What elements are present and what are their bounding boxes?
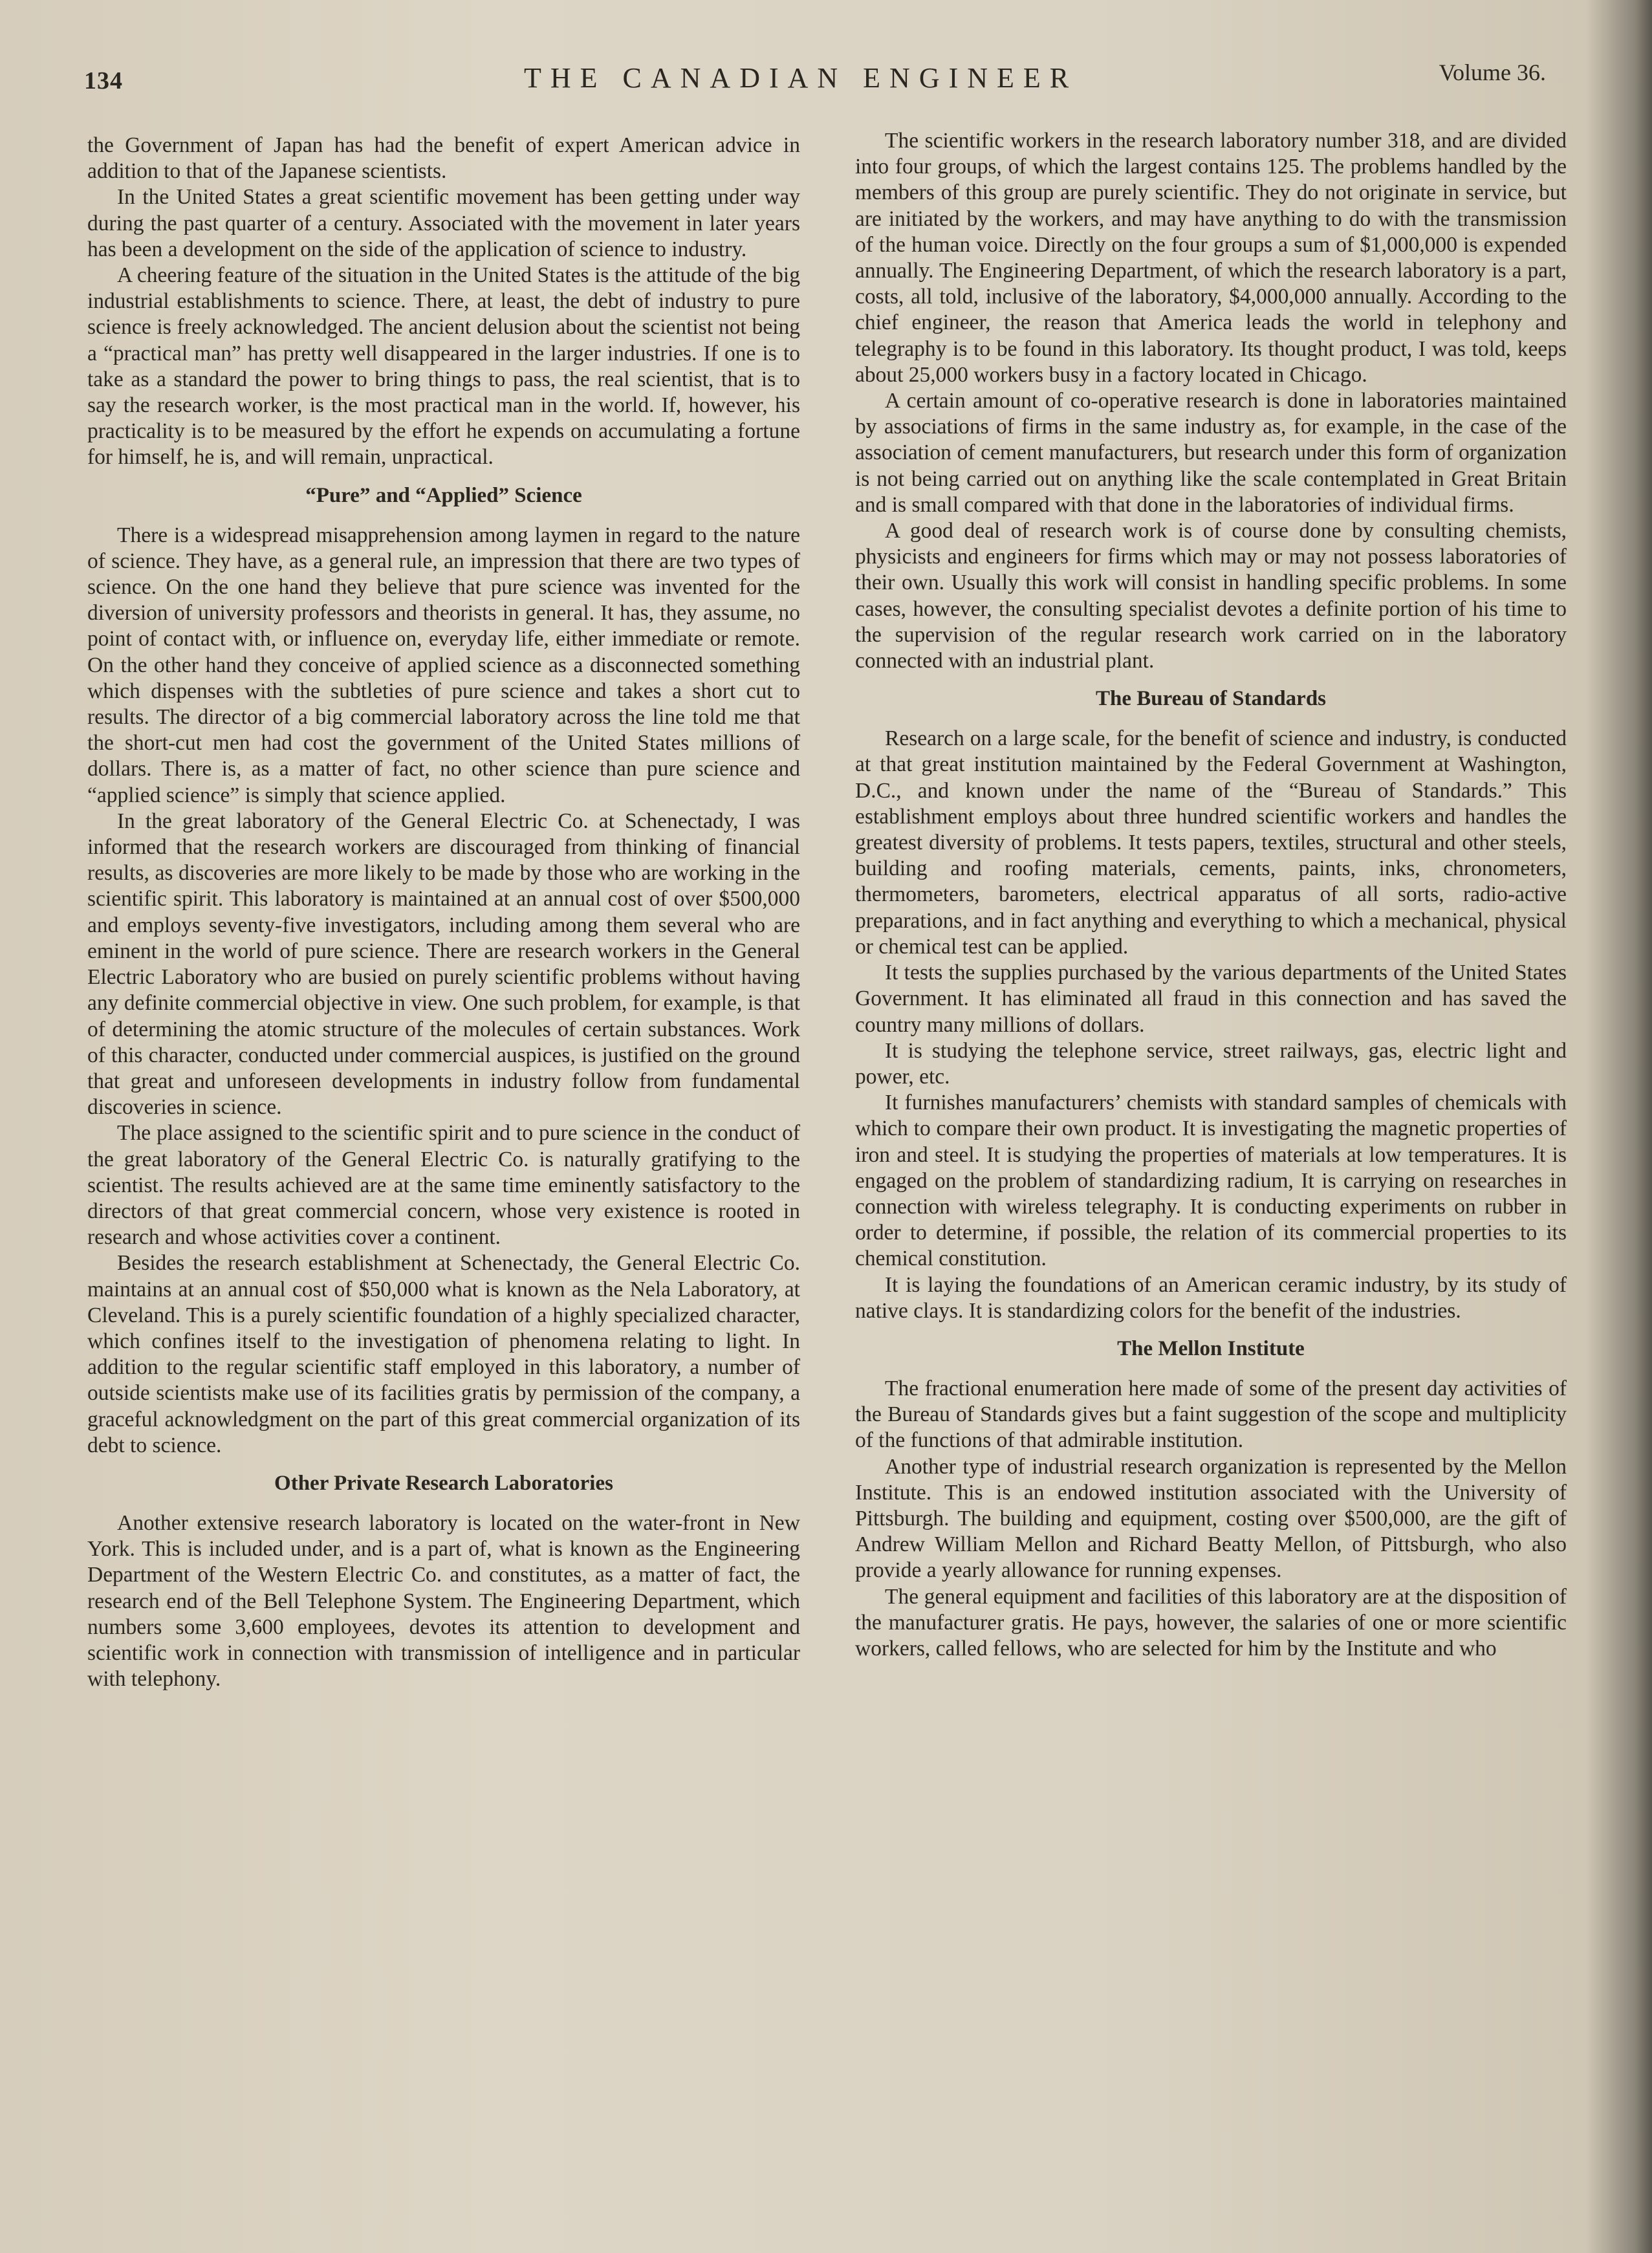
paragraph: A good deal of research work is of course done by consulting chemists, physicists and engineers for firms which may or may not possess laboratories of their own. Usually this work will consist in handling specific problems. In some cases, however, the consulting specialist devotes a definite portion of his time to the supervision of the regular research work carried on in the laboratory connected with an industrial plant. <box>855 519 1567 673</box>
paragraph: Another extensive research laboratory is located on the water-front in New York. This is included under, and is a part of, what is known as the Engineering Department of the Western Electric Co. and constitutes, as a matter of fact, the research end of the Bell Telephone System. The Engineering Department, which numbers some 3,600 employees, devotes its attention to development and scientific work in connection with transmission of intelligence and in particular with telephony. <box>87 1510 800 1692</box>
page-number: 134 <box>84 67 123 94</box>
page-header <box>84 61 1546 100</box>
paragraph: It furnishes manufacturers’ chemists with standard samples of chemicals with which to compare their own product. It is investigating the magnetic properties of iron and steel. It is studying the properties of materials at low temperatures. It is engaged on the problem of standardizing radium, It is carrying on researches in connection with wireless telegraphy. It is conducting experiments on rubber in order to determine, if possible, the relation of its commercial properties to its chemical constitution. <box>855 1091 1567 1271</box>
volume-label: Volume 36. <box>1439 60 1546 85</box>
section-heading: Other Private Research Laboratories <box>274 1471 613 1495</box>
paragraph: There is a widespread misapprehension among laymen in regard to the nature of science. They have, as a general rule, an impression that there are two types of science. On the one hand they believe that pure science was invented for the diversion of university professors and theorists in general. It has, they assume, no point of contact with, or influence on, everyday life, either immediate or remote. On the other hand they conceive of applied science as a disconnected something which dispenses with the subtleties of pure science and takes a short cut to results. The director of a big commercial laboratory across the line told me that the short-cut men had cost the government of the United States millions of dollars. There is, as a matter of fact, no other science than pure science and “applied science” is simply that science applied. <box>87 523 800 807</box>
paragraph: Besides the research establishment at Schenectady, the General Electric Co. maintains at an annual cost of $50,000 what is known as the Nela Laboratory, at Cleveland. This is a purely scientific foundation of a highly specialized character, which confines itself to the investigation of phenomena relating to light. In addition to the regular scientific staff employed in this laboratory, a number of outside scientists make use of its facilities gratis by permission of the company, a graceful acknowledgment on the part of this great commercial organization of its debt to science. <box>87 1251 800 1457</box>
paragraph: the Government of Japan has had the benefit of expert American advice in addition to that of the Japanese scientists. <box>87 133 800 184</box>
paragraph: The scientific workers in the research laboratory number 318, and are divided into four groups, of which the largest contains 125. The problems handled by the members of this group are purely scientific. They do not originate in service, but are initiated by the workers, and may have anything to do with the transmission of the human voice. Directly on the four groups a sum of $1,000,000 is expended annually. The Engineering Department, of which the research laboratory is a part, costs, all told, inclusive of the laboratory, $4,000,000 annually. According to the chief engineer, the reason that America leads the world in telephony and telegraphy is to be found in this laboratory. Its thought product, I was told, keeps about 25,000 workers busy in a factory located in Chicago. <box>855 129 1567 387</box>
section-heading: “Pure” and “Applied” Science <box>305 483 582 507</box>
paragraph: A certain amount of co-operative research is done in laboratories maintained by associations of firms in the same industry as, for example, in the case of the association of cement manufacturers, but research under this form of organization is not being carried out on anything like the scale contemplated in Great Britain and is small compared with that done in the laboratories of individual firms. <box>855 389 1567 517</box>
paragraph: The place assigned to the scientific spirit and to pure science in the conduct of the great laboratory of the General Electric Co. is naturally gratifying to the scientist. The results achieved are at the same time eminently satisfactory to the directors of that great commercial concern, whose very existence is rooted in research and whose activities cover a continent. <box>87 1121 800 1250</box>
left-column <box>87 133 800 1692</box>
paragraph: It tests the supplies purchased by the various departments of the United States Government. It has eliminated all fraud in this connection and has saved the country many millions of dollars. <box>855 961 1567 1037</box>
paragraph: It is studying the telephone service, street railways, gas, electric light and power, etc. <box>855 1038 1567 1089</box>
right-column <box>855 128 1567 1662</box>
running-title: THE CANADIAN ENGINEER <box>524 62 1078 94</box>
section-heading: The Bureau of Standards <box>1095 687 1327 711</box>
paragraph: In the United States a great scientific movement has been getting under way during the past quarter of a century. Associated with the movement in later years has been a development on the side of the application of science to industry. <box>87 185 800 261</box>
paragraph: Research on a large scale, for the benefit of science and industry, is conducted at that great institution maintained by the Federal Government at Washington, D.C., and known under the name of the “Bureau of Standards.” This establishment employs about three hundred scientific workers and handles the greatest diversity of problems. It tests papers, textiles, structural and other steels, building and roofing materials, cements, paints, inks, chronometers, thermometers, barometers, electrical apparatus of all sorts, radio-active preparations, and in fact anything and everything to which a mechanical, physical or chemical test can be applied. <box>855 726 1567 959</box>
section-heading: The Mellon Institute <box>1117 1336 1305 1360</box>
paragraph: The general equipment and facilities of this laboratory are at the disposition of the manufacturer gratis. He pays, however, the salaries of one or more scientific workers, called fellows, who are selected for him by the Institute and who <box>855 1584 1567 1660</box>
paragraph: A cheering feature of the situation in the United States is the attitude of the big industrial establishments to science. There, at least, the debt of industry to pure science is freely acknowledged. The ancient delusion about the scientist not being a “practical man” has pretty well disappeared in the larger industries. If one is to take as a standard the power to bring things to pass, the real scientist, that is to say the research worker, is the most practical man in the world. If, however, his practicality is to be measured by the effort he expends on accumulating a fortune for himself, he is, and will remain, unpractical. <box>87 263 800 470</box>
paragraph: It is laying the foundations of an American ceramic industry, by its study of native clays. It is standardizing colors for the benefit of the industries. <box>855 1272 1567 1323</box>
paragraph: The fractional enumeration here made of some of the present day activities of the Bureau of Standards gives but a faint suggestion of the scope and multiplicity of the functions of that admirable institution. <box>855 1376 1567 1453</box>
paragraph: Another type of industrial research organization is represented by the Mellon Institute. This is an endowed institution associated with the University of Pittsburgh. The building and equipment, costing over $500,000, are the gift of Andrew William Mellon and Richard Beatty Mellon, of Pittsburgh, who also provide a yearly allowance for running expenses. <box>855 1454 1567 1583</box>
paragraph: In the great laboratory of the General Electric Co. at Schenectady, I was informed that the research workers are discouraged from thinking of financial results, as discoveries are more likely to be made by those who are working in the scientific spirit. This laboratory is maintained at an annual cost of over $500,000 and employs seventy-five investigators, including among them several who are eminent in the world of pure science. There are research workers in the General Electric Laboratory who are busied on purely scientific problems without having any definite commercial objective in view. One such problem, for example, is that of determining the atomic structure of the molecules of certain substances. Work of this character, conducted under commercial auspices, is justified on the ground that great and unforeseen developments in industry follow from fundamental discoveries in science. <box>87 809 800 1120</box>
